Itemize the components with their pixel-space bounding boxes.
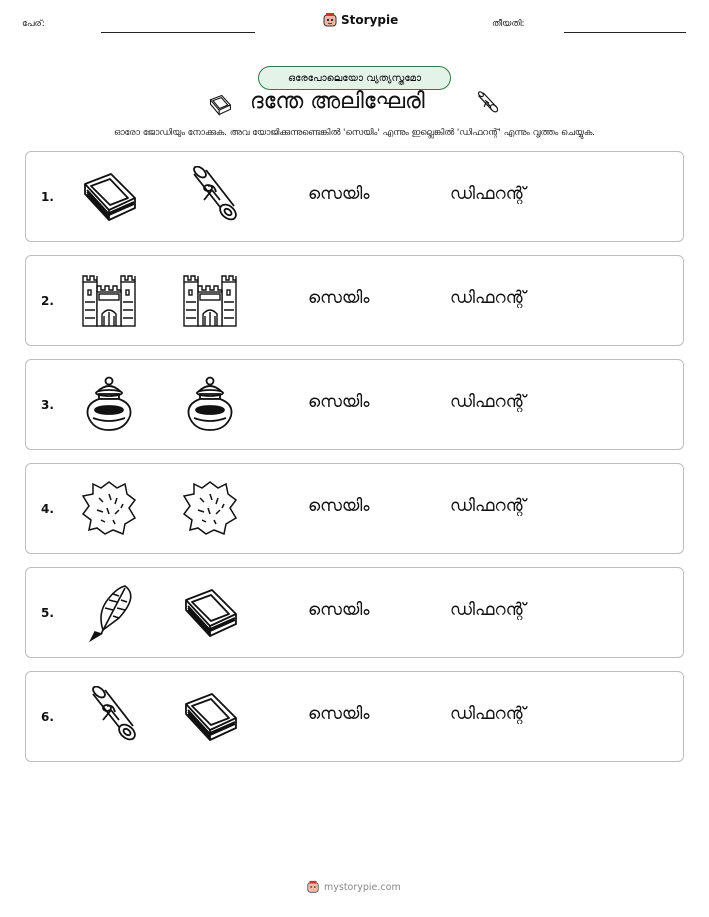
exercise-row — [25, 567, 684, 658]
book-icon — [79, 166, 139, 226]
footer — [306, 880, 401, 894]
same-option[interactable]: സെയിം — [308, 288, 370, 308]
pot-icon — [79, 374, 139, 434]
same-option[interactable]: സെയിം — [308, 496, 370, 516]
hide-icon — [180, 478, 240, 538]
date-label: തീയതി: — [492, 19, 525, 29]
row-number: 4. — [41, 502, 54, 516]
different-option[interactable]: ഡിഫറന്റ് — [450, 184, 526, 204]
different-option[interactable]: ഡിഫറന്റ് — [450, 600, 526, 620]
footer-url[interactable]: mystorypie.com — [324, 881, 401, 893]
name-label: പേര്: — [22, 19, 45, 29]
storypie-mascot-icon — [306, 880, 320, 894]
row-number: 1. — [41, 190, 54, 204]
exercise-row — [25, 463, 684, 554]
different-option[interactable]: ഡിഫറന്റ് — [450, 704, 526, 724]
brand-name: Storypie — [341, 13, 399, 27]
title-scroll-icon — [473, 89, 501, 121]
exercise-row — [25, 255, 684, 346]
hide-icon — [79, 478, 139, 538]
date-field[interactable] — [564, 32, 686, 33]
pot-icon — [180, 374, 240, 434]
brand-logo — [322, 12, 398, 28]
same-option[interactable]: സെയിം — [308, 392, 370, 412]
exercise-row — [25, 359, 684, 450]
exercise-row — [25, 151, 684, 242]
instructions: ഓരോ ജോഡിയും നോക്കുക. അവ യോജിക്കുന്നുണ്ടെങ്കിൽ 'സെയിം' എന്നും ഇല്ലെങ്കിൽ 'ഡിഫറന്റ്' എന്നും വൃത്തം ചെയ്യുക. — [113, 128, 596, 138]
different-option[interactable]: ഡിഫറന്റ് — [450, 288, 526, 308]
row-number: 2. — [41, 294, 54, 308]
worksheet-type-badge: ഒരേപോലെയോ വ്യത്യസ്തമോ — [258, 66, 451, 90]
same-option[interactable]: സെയിം — [308, 600, 370, 620]
scroll-icon — [180, 166, 240, 226]
row-number: 6. — [41, 710, 54, 724]
row-number: 5. — [41, 606, 54, 620]
scroll-icon — [79, 686, 139, 746]
different-option[interactable]: ഡിഫറന്റ് — [450, 496, 526, 516]
book-icon — [180, 582, 240, 642]
castle-icon — [79, 270, 139, 330]
storypie-mascot-icon — [322, 12, 338, 28]
exercise-row — [25, 671, 684, 762]
different-option[interactable]: ഡിഫറന്റ് — [450, 392, 526, 412]
same-option[interactable]: സെയിം — [308, 704, 370, 724]
title-book-icon — [205, 92, 235, 118]
row-number: 3. — [41, 398, 54, 412]
page-title: ദന്തേ അലിഘേരി — [250, 89, 425, 114]
same-option[interactable]: സെയിം — [308, 184, 370, 204]
quill-icon — [79, 582, 139, 642]
name-field[interactable] — [101, 32, 255, 33]
castle-icon — [180, 270, 240, 330]
book-icon — [180, 686, 240, 746]
